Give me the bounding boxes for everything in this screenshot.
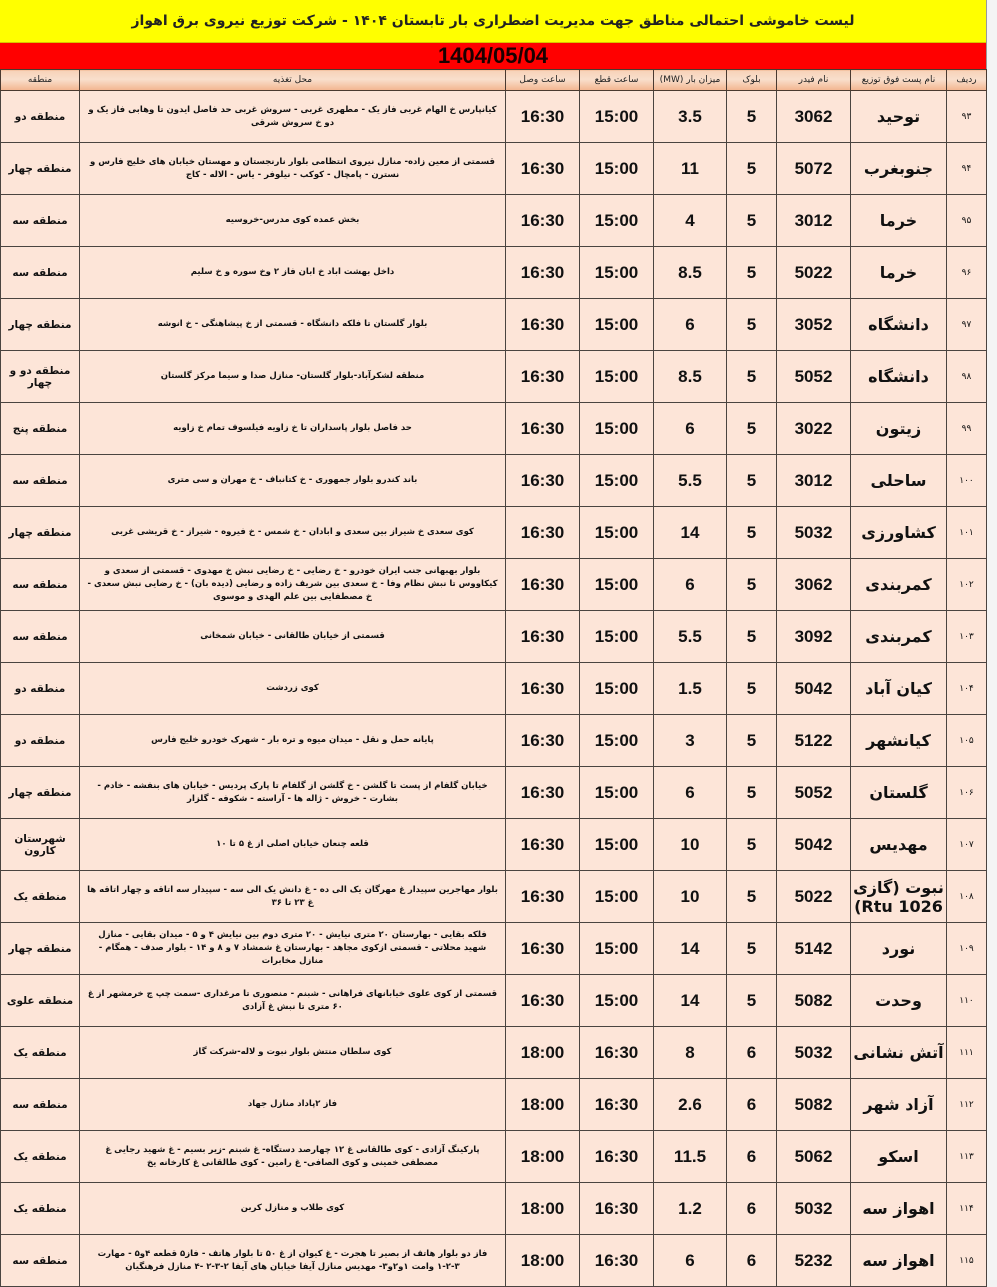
header-block: بلوک (727, 70, 777, 91)
feed-location: پارکینگ آزادی - کوی طالقانی غ ۱۲ چهارصد دستگاه- غ شبنم -زیر بسیم - غ شهید رجایی غ مصطفی خمینی و کوی الصافی- غ رامین - کوی طالقانی غ کارخانه یخ (80, 1131, 506, 1183)
feed-location: کوی سعدی خ شیراز بین سعدی و ابادان - خ شمس - خ فیروه - شیراز - خ قریشی غربی (80, 507, 506, 559)
off-time: 15:00 (580, 923, 654, 975)
on-time: 16:30 (506, 247, 580, 299)
load-mw: 5.5 (654, 611, 727, 663)
station-name: خرما (851, 247, 947, 299)
feeder-code: 5052 (777, 767, 851, 819)
feeder-code: 5122 (777, 715, 851, 767)
on-time: 16:30 (506, 403, 580, 455)
feed-location: داخل بهشت اباد خ ابان فاز ۲ وخ سوره و خ سلیم (80, 247, 506, 299)
load-mw: 6 (654, 767, 727, 819)
region-name: منطقه چهار (1, 507, 80, 559)
row-index: ۹۹ (947, 403, 987, 455)
feeder-code: 3012 (777, 455, 851, 507)
header-region: منطقه (1, 70, 80, 91)
block-number: 5 (727, 143, 777, 195)
station-name: اهواز سه (851, 1183, 947, 1235)
load-mw: 14 (654, 507, 727, 559)
feed-location: قلعه چنعان خیابان اصلی از غ ۵ تا ۱۰ (80, 819, 506, 871)
off-time: 15:00 (580, 975, 654, 1027)
row-index: ۱۱۲ (947, 1079, 987, 1131)
row-index: ۱۰۷ (947, 819, 987, 871)
row-index: ۱۰۴ (947, 663, 987, 715)
feeder-code: 5032 (777, 1183, 851, 1235)
off-time: 15:00 (580, 91, 654, 143)
block-number: 5 (727, 299, 777, 351)
on-time: 18:00 (506, 1235, 580, 1287)
region-name: منطقه پنج (1, 403, 80, 455)
load-mw: 6 (654, 403, 727, 455)
region-name: منطقه دو و چهار (1, 351, 80, 403)
header-feeder: نام فیدر (777, 70, 851, 91)
off-time: 15:00 (580, 143, 654, 195)
feed-location: خیابان گلفام از پست تا گلشن - خ گلشن از گلفام تا پارک پردیس - خیابان های بنفشه - خادم - بشارت - خروش - ژاله ها - آراسته - شکوفه - گلزار (80, 767, 506, 819)
region-name: منطقه سه (1, 455, 80, 507)
off-time: 15:00 (580, 611, 654, 663)
outage-table (0, 69, 987, 1287)
table-row (1, 403, 987, 455)
station-name: کشاورزی (851, 507, 947, 559)
row-index: ۱۰۸ (947, 871, 987, 923)
header-load: میزان بار (MW) (654, 70, 727, 91)
table-body (1, 91, 987, 1287)
feeder-code: 5072 (777, 143, 851, 195)
row-index: ۹۵ (947, 195, 987, 247)
row-index: ۹۳ (947, 91, 987, 143)
feeder-code: 5232 (777, 1235, 851, 1287)
feeder-code: 3062 (777, 559, 851, 611)
off-time: 15:00 (580, 871, 654, 923)
table-row (1, 611, 987, 663)
station-name: آزاد شهر (851, 1079, 947, 1131)
table-row (1, 143, 987, 195)
region-name: منطقه سه (1, 1235, 80, 1287)
table-row (1, 1079, 987, 1131)
region-name: منطقه یک (1, 871, 80, 923)
feed-location: قسمتی از معین زاده- منازل نیروی انتظامی بلوار نارنجستان و مهستان خیابان های خلیج فارس و نسترن - پامچال - کوکب - نیلوفر - یاس - الاله - کاج (80, 143, 506, 195)
load-mw: 1.5 (654, 663, 727, 715)
station-name: ساحلی (851, 455, 947, 507)
feed-location: فاز دو بلوار هاتف از بصیر تا هجرت - غ کیوان از غ ۵۰ تا بلوار هاتف - فاز۵ قطعه ۴و۵ - مهارت ۳-۲-۱ وامت ۱و۲و۳- مهدیس منازل آیفا خیابان های آیفا ۲-۳-۲ -۴ منازل فرهنگیان (80, 1235, 506, 1287)
station-name: دانشگاه (851, 299, 947, 351)
region-name: منطقه سه (1, 247, 80, 299)
region-name: منطقه سه (1, 559, 80, 611)
region-name: منطقه علوی (1, 975, 80, 1027)
feed-location: کوی طلاب و منازل کربن (80, 1183, 506, 1235)
block-number: 5 (727, 715, 777, 767)
block-number: 5 (727, 663, 777, 715)
on-time: 16:30 (506, 715, 580, 767)
off-time: 15:00 (580, 507, 654, 559)
on-time: 16:30 (506, 507, 580, 559)
off-time: 15:00 (580, 767, 654, 819)
table-row (1, 1027, 987, 1079)
feed-location: کوی سلطان منتش بلوار نبوت و لاله-شرکت گاز (80, 1027, 506, 1079)
block-number: 5 (727, 819, 777, 871)
feed-location: بلوار بهبهانی جنب ایران خودرو - خ رضایی - خ رضایی نبش خ مهدوی - قسمتی از سعدی و کیکاووس تا نبش نظام وفا - خ سعدی بین شریف زاده و رضایی (دیده بان) - خ رضایی نبش سعدی - خ مصطفایی بین علم الهدی و موسوی (80, 559, 506, 611)
off-time: 15:00 (580, 247, 654, 299)
block-number: 5 (727, 195, 777, 247)
feeder-code: 5042 (777, 663, 851, 715)
on-time: 18:00 (506, 1183, 580, 1235)
load-mw: 2.6 (654, 1079, 727, 1131)
on-time: 16:30 (506, 923, 580, 975)
feed-location: باند کندرو بلوار جمهوری - خ کتانباف - خ مهران و سی متری (80, 455, 506, 507)
on-time: 16:30 (506, 455, 580, 507)
row-index: ۹۶ (947, 247, 987, 299)
load-mw: 10 (654, 819, 727, 871)
block-number: 5 (727, 403, 777, 455)
off-time: 15:00 (580, 663, 654, 715)
feed-location: قسمتی از کوی علوی خیابانهای فراهانی - شبنم - منصوری تا مرغداری -سمت چپ چ خرمشهر از غ ۶۰ متری تا نبش غ آزادی (80, 975, 506, 1027)
off-time: 16:30 (580, 1183, 654, 1235)
station-name: توحید (851, 91, 947, 143)
load-mw: 10 (654, 871, 727, 923)
row-index: ۹۷ (947, 299, 987, 351)
header-index: ردیف (947, 70, 987, 91)
load-mw: 3.5 (654, 91, 727, 143)
load-mw: 3 (654, 715, 727, 767)
on-time: 18:00 (506, 1027, 580, 1079)
on-time: 16:30 (506, 663, 580, 715)
row-index: ۱۱۰ (947, 975, 987, 1027)
feeder-code: 5022 (777, 247, 851, 299)
on-time: 18:00 (506, 1131, 580, 1183)
feeder-code: 5062 (777, 1131, 851, 1183)
on-time: 18:00 (506, 1079, 580, 1131)
feed-location: حد فاصل بلوار پاسداران تا خ زاویه فیلسوف تمام خ زاویه (80, 403, 506, 455)
region-name: منطقه سه (1, 195, 80, 247)
feeder-code: 5082 (777, 975, 851, 1027)
region-name: منطقه چهار (1, 923, 80, 975)
on-time: 16:30 (506, 299, 580, 351)
load-mw: 6 (654, 559, 727, 611)
on-time: 16:30 (506, 767, 580, 819)
load-mw: 8 (654, 1027, 727, 1079)
block-number: 5 (727, 871, 777, 923)
block-number: 5 (727, 767, 777, 819)
load-mw: 1.2 (654, 1183, 727, 1235)
table-row (1, 195, 987, 247)
block-number: 5 (727, 507, 777, 559)
table-row (1, 715, 987, 767)
station-name: مهدیس (851, 819, 947, 871)
row-index: ۱۰۱ (947, 507, 987, 559)
row-index: ۱۱۳ (947, 1131, 987, 1183)
off-time: 16:30 (580, 1027, 654, 1079)
feed-location: بلوار گلستان تا فلکه دانشگاه - قسمتی از خ پیشاهنگی - خ انوشه (80, 299, 506, 351)
region-name: منطقه یک (1, 1027, 80, 1079)
off-time: 16:30 (580, 1079, 654, 1131)
station-name: کمربندی (851, 611, 947, 663)
load-mw: 6 (654, 299, 727, 351)
block-number: 5 (727, 611, 777, 663)
on-time: 16:30 (506, 819, 580, 871)
feed-location: پایانه حمل و نقل - میدان میوه و تره بار - شهرک خودرو خلیج فارس (80, 715, 506, 767)
on-time: 16:30 (506, 975, 580, 1027)
feeder-code: 5082 (777, 1079, 851, 1131)
row-index: ۹۸ (947, 351, 987, 403)
block-number: 5 (727, 247, 777, 299)
station-name: آتش نشانی (851, 1027, 947, 1079)
region-name: منطقه سه (1, 611, 80, 663)
region-name: منطقه یک (1, 1183, 80, 1235)
station-name: نورد (851, 923, 947, 975)
feeder-code: 3022 (777, 403, 851, 455)
station-name: اهواز سه (851, 1235, 947, 1287)
table-row (1, 819, 987, 871)
table-row (1, 91, 987, 143)
region-name: شهرستان کارون (1, 819, 80, 871)
feed-location: کیانپارس خ الهام غربی فاز یک - مطهری غربی - سروش غربی حد فاصل ایدون تا وهابی فاز یک و دو خ سروش شرقی (80, 91, 506, 143)
table-row (1, 507, 987, 559)
station-name: دانشگاه (851, 351, 947, 403)
off-time: 16:30 (580, 1131, 654, 1183)
region-name: منطقه چهار (1, 299, 80, 351)
feeder-code: 5032 (777, 1027, 851, 1079)
block-number: 6 (727, 1027, 777, 1079)
table-row (1, 1131, 987, 1183)
block-number: 5 (727, 975, 777, 1027)
off-time: 15:00 (580, 299, 654, 351)
station-name: خرما (851, 195, 947, 247)
region-name: منطقه سه (1, 1079, 80, 1131)
on-time: 16:30 (506, 871, 580, 923)
on-time: 16:30 (506, 195, 580, 247)
feed-location: منطقه لشکرآباد-بلوار گلستان- منازل صدا و سیما مرکز گلستان (80, 351, 506, 403)
table-row (1, 975, 987, 1027)
load-mw: 8.5 (654, 247, 727, 299)
feed-location: فاز ۲پاداد منازل جهاد (80, 1079, 506, 1131)
header-station: نام پست فوق توزیع (851, 70, 947, 91)
region-name: منطقه دو (1, 663, 80, 715)
station-name: کیانشهر (851, 715, 947, 767)
row-index: ۱۰۳ (947, 611, 987, 663)
table-row (1, 1183, 987, 1235)
table-row (1, 455, 987, 507)
off-time: 15:00 (580, 351, 654, 403)
load-mw: 14 (654, 975, 727, 1027)
table-row (1, 767, 987, 819)
feed-location: بلوار مهاجرین سپیدار غ مهرگان یک الی ده - غ دانش یک الی سه - سپیدار سه اتاقه و چهار اتاقه ها غ ۲۳ تا ۳۶ (80, 871, 506, 923)
feeder-code: 3062 (777, 91, 851, 143)
block-number: 6 (727, 1235, 777, 1287)
table-row (1, 663, 987, 715)
load-mw: 4 (654, 195, 727, 247)
block-number: 5 (727, 559, 777, 611)
load-mw: 5.5 (654, 455, 727, 507)
off-time: 15:00 (580, 715, 654, 767)
page-gutter (987, 0, 997, 1280)
off-time: 15:00 (580, 559, 654, 611)
table-row (1, 351, 987, 403)
document-title: لیست خاموشی احتمالی مناطق جهت مدیریت اضطراری بار تابستان ۱۴۰۴ - شرکت توزیع نیروی برق اهواز (0, 0, 986, 43)
feeder-code: 5042 (777, 819, 851, 871)
row-index: ۱۰۵ (947, 715, 987, 767)
off-time: 15:00 (580, 403, 654, 455)
region-name: منطقه دو (1, 715, 80, 767)
region-name: منطقه دو (1, 91, 80, 143)
station-name: زیتون (851, 403, 947, 455)
station-name: کیان آباد (851, 663, 947, 715)
row-index: ۱۱۱ (947, 1027, 987, 1079)
load-mw: 8.5 (654, 351, 727, 403)
table-row (1, 299, 987, 351)
table-row (1, 247, 987, 299)
block-number: 5 (727, 923, 777, 975)
station-name: نبوت (گازی Rtu 1026) (851, 871, 947, 923)
feed-location: فلکه بقایی - بهارستان ۲۰ متری نیایش - ۲۰ متری دوم بین نیایش ۴ و ۵ - میدان بقایی - منازل شهید محلاتی - قسمتی ازکوی مجاهد - بهارستان غ شمشاد ۷ و ۸ و ۱۴ - بلوار صدف - همگام - منازل مخابرات (80, 923, 506, 975)
on-time: 16:30 (506, 143, 580, 195)
block-number: 5 (727, 91, 777, 143)
block-number: 6 (727, 1079, 777, 1131)
block-number: 5 (727, 351, 777, 403)
station-name: وحدت (851, 975, 947, 1027)
off-time: 15:00 (580, 195, 654, 247)
row-index: ۱۱۴ (947, 1183, 987, 1235)
row-index: ۱۰۲ (947, 559, 987, 611)
region-name: منطقه چهار (1, 767, 80, 819)
table-header-row (1, 70, 987, 91)
row-index: ۹۴ (947, 143, 987, 195)
station-name: گلستان (851, 767, 947, 819)
row-index: ۱۱۵ (947, 1235, 987, 1287)
on-time: 16:30 (506, 611, 580, 663)
feeder-code: 5032 (777, 507, 851, 559)
block-number: 6 (727, 1183, 777, 1235)
table-row (1, 559, 987, 611)
feeder-code: 5022 (777, 871, 851, 923)
feeder-code: 3012 (777, 195, 851, 247)
off-time: 15:00 (580, 455, 654, 507)
station-name: کمربندی (851, 559, 947, 611)
on-time: 16:30 (506, 559, 580, 611)
load-mw: 11.5 (654, 1131, 727, 1183)
feeder-code: 3092 (777, 611, 851, 663)
schedule-date: 1404/05/04 (0, 43, 986, 69)
block-number: 5 (727, 455, 777, 507)
header-location: محل تغذیه (80, 70, 506, 91)
table-row (1, 871, 987, 923)
off-time: 16:30 (580, 1235, 654, 1287)
header-on-time: ساعت وصل (506, 70, 580, 91)
table-row (1, 1235, 987, 1287)
feeder-code: 5142 (777, 923, 851, 975)
feed-location: کوی زردشت (80, 663, 506, 715)
region-name: منطقه یک (1, 1131, 80, 1183)
feeder-code: 5052 (777, 351, 851, 403)
off-time: 15:00 (580, 819, 654, 871)
table-row (1, 923, 987, 975)
load-mw: 14 (654, 923, 727, 975)
row-index: ۱۰۰ (947, 455, 987, 507)
station-name: جنوبغرب (851, 143, 947, 195)
row-index: ۱۰۹ (947, 923, 987, 975)
on-time: 16:30 (506, 351, 580, 403)
load-mw: 6 (654, 1235, 727, 1287)
region-name: منطقه چهار (1, 143, 80, 195)
row-index: ۱۰۶ (947, 767, 987, 819)
on-time: 16:30 (506, 91, 580, 143)
station-name: اسکو (851, 1131, 947, 1183)
feeder-code: 3052 (777, 299, 851, 351)
feed-location: قسمتی از خیابان طالقانی - خیابان شمخانی (80, 611, 506, 663)
feed-location: بخش عمده کوی مدرس-خروسیه (80, 195, 506, 247)
block-number: 6 (727, 1131, 777, 1183)
load-mw: 11 (654, 143, 727, 195)
header-off-time: ساعت قطع (580, 70, 654, 91)
